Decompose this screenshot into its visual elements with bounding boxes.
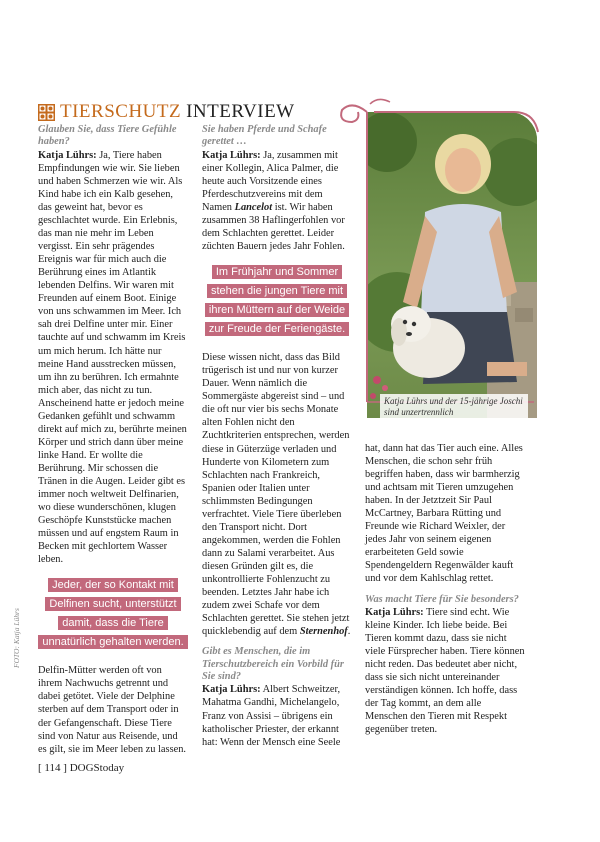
answer-2	[202, 149, 352, 253]
answer-2-text: Ja, zusammen mit einer Kollegin, Alica Palmer, die heute auch Vorsitzende eines Pferdeschutzvereins mit dem Namen	[202, 149, 339, 213]
answer-1-continued: Delfin-Mütter werden oft von ihrem Nachwuchs getrennt und dabei getötet. Viele der Delphine sterben auf dem Transport oder in der Gefangenschaft. Diese Tiere sind von Natur aus Reisende, und es gilt, sie im Meer leben zu lassen.	[38, 665, 187, 755]
decorative-frame	[334, 92, 550, 426]
answer-4-text: Tiere sind echt. Wie kleine Kinder. Ich liebe beide. Bei Tieren kommt dazu, dass sie nicht viele Fürsprecher haben. Tiere können nicht reden. Das bedeutet aber nicht, dass sie sich nicht untereinander verständigen können. Ich hoffe, dass der Tag kommt, an dem alle Menschen den Tieren mit Respekt gegenüber treten.	[365, 606, 525, 736]
pull-quote-1	[38, 576, 188, 652]
speaker-label: Katja Lührs:	[202, 684, 261, 696]
question-3: Gibt es Menschen, die im Tierschutzbereich ein Vorbild für Sie sind?	[202, 646, 344, 683]
answer-3	[202, 683, 352, 748]
article-type: INTERVIEW	[186, 101, 295, 122]
section-header	[38, 101, 295, 123]
pull-quote-2	[202, 263, 352, 339]
column-1	[38, 124, 188, 756]
answer-4	[365, 606, 525, 736]
speaker-label: Katja Lührs:	[202, 149, 261, 161]
photo-caption: Katja Lührs und der 15-jährige Joschi sind unzertrennlich	[380, 394, 528, 420]
question-2: Sie haben Pferde und Schafe gerettet …	[202, 124, 327, 148]
page-footer	[38, 762, 124, 774]
column-3	[365, 442, 525, 736]
answer-2-cont-text: Diese wissen nicht, dass das Bild trügerisch ist und nur von kurzer Dauer. Wenn nämlich die Sommergäste abgereist sind – und die oft nur vier bis sechs Monate alten Fohlen nicht den Zuchtkriterien entsprechen, werden diese in Güterzüge verladen und Hunderte von Kilometern zum Schlachten nach Frankreich, Spanien oder Italien unter schlimmsten Bedingungen verfrachtet. Viele Tiere überleben den Transport nicht. Dort angekommen, werden die Fohlen dann zu Salami verarbeitet. Aus diesen Gründen gilt es, die unkontrollierte Fohlenzucht zu beenden. Letztes Jahr habe ich zudem zwei Schafe vor dem Schlachten gerettet. Sie stehen jetzt quicklebendig auf dem	[202, 352, 350, 638]
paw-grid-icon	[38, 104, 55, 121]
answer-1	[38, 149, 188, 567]
page-number: 114	[44, 762, 61, 774]
answer-2-continued	[202, 351, 352, 638]
pull-quote-1-text: Jeder, der so Kontakt mit Delfinen sucht, unterstützt damit, dass die Tiere unnatürlich gehalten werden.	[38, 578, 187, 649]
answer-2-period: .	[347, 626, 351, 638]
answer-2-text-end: ist. Wir haben zusammen 38 Haflingerfohlen vor dem Schlachten gerettet. Leider züchten Bauern jedes Jahr Fohlen.	[202, 202, 345, 253]
farm-name: Sternenhof	[299, 626, 348, 638]
photo-credit: FOTO: Katja Lührs	[12, 608, 21, 668]
page-bracket-close: ]	[63, 762, 67, 774]
answer-3-continued: hat, dann hat das Tier auch eine. Alles Menschen, die schon sehr früh begriffen haben, dass wir barmherzig und achtsam mit Tieren umzugehen haben. In der Jetztzeit Sir Paul McCartney, Barbara Rütting und Freunde wie Richard Weixler, der jedes Jahr von seinem eigenen erarbeiteten Geld sowie Spendengeldern Regenwälder kauft und vor dem Kahlschlag rettet.	[365, 443, 523, 585]
answer-3-text: Albert Schweitzer, Mahatma Gandhi, Michelangelo, Franz von Assisi – übrigens ein katholischer Priester, der erkannt hat: Wenn der Mensch eine Seele	[202, 684, 341, 748]
section-title: TIERSCHUTZ	[60, 101, 182, 122]
question-4: Was macht Tiere für Sie besonders?	[365, 593, 519, 605]
magazine-name: DOGStoday	[69, 762, 125, 774]
answer-1-text: Ja, Tiere haben Empfindungen wie wir. Sie lieben und haben Schmerzen wie wir. Als Kind habe ich ein Kalb gesehen, das geweint hat, bevor es geschlachtet wurde. Ein Erlebnis, das man nie mehr im Leben vergisst. Ein sehr prägendes Ereignis war für mich auch die Berührung eines im Atlantik lebenden Delfins. Wir waren mit Freunden auf einem Boot. Einige von uns schwammen im Meer. Ich sah drei Delfine unter mir. Einer tauchte auf und schwamm im Kreis um mich herum. Ich hätte nur meine Hand ausstrecken müssen, um ihn zu berühren. Ich ermahnte mich aber, das nicht zu tun. Anscheinend hatte er jedoch meine Gedanken gefühlt und schwamm direkt auf mich zu, berührte meinen Körper und strich dann über meine linke Hand. Er wollte die Berührung. Mir schossen die Tränen in die Augen. Leider gibt es immer noch weltweit Delfinarien, wo diese wunderschönen, klugen Geschöpfe Kunststücke machen müssen und auf engstem Raum in Becken mit gechlortem Wasser leben.	[38, 149, 187, 566]
column-2	[202, 124, 352, 749]
question-1: Glauben Sie, dass Tiere Gefühle haben?	[38, 124, 177, 148]
speaker-label: Katja Lührs:	[38, 149, 97, 161]
speaker-label: Katja Lührs:	[365, 606, 424, 618]
pull-quote-2-text: Im Frühjahr und Sommer stehen die jungen Tiere mit ihren Müttern auf der Weide zur Freude der Feriengäste.	[205, 265, 349, 336]
association-name: Lancelot	[234, 202, 273, 213]
page-bracket-open: [	[38, 762, 42, 774]
